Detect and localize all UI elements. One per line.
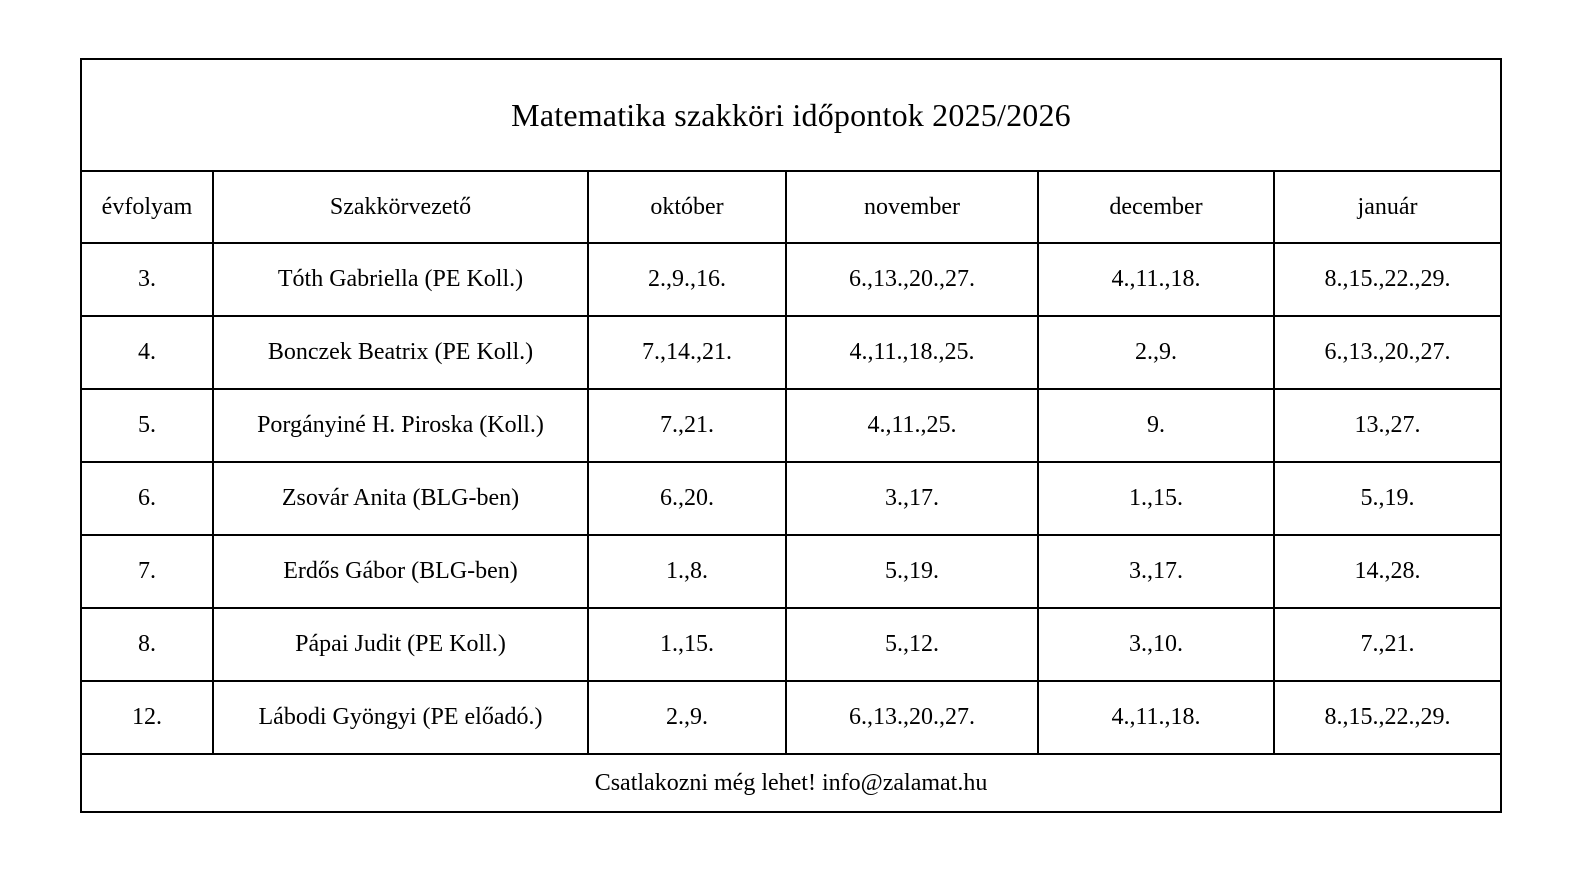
cell-january: 14.,28. [1274, 535, 1501, 608]
cell-october: 6.,20. [588, 462, 786, 535]
table-row [81, 389, 1501, 462]
column-header-october: október [588, 171, 786, 243]
cell-october: 1.,15. [588, 608, 786, 681]
cell-january: 8.,15.,22.,29. [1274, 243, 1501, 316]
cell-november: 5.,19. [786, 535, 1038, 608]
cell-grade: 12. [81, 681, 213, 754]
cell-grade: 4. [81, 316, 213, 389]
column-header-leader: Szakkörvezető [213, 171, 588, 243]
cell-grade: 8. [81, 608, 213, 681]
cell-leader: Pápai Judit (PE Koll.) [213, 608, 588, 681]
cell-leader: Tóth Gabriella (PE Koll.) [213, 243, 588, 316]
footer-note: Csatlakozni még lehet! info@zalamat.hu [81, 754, 1501, 812]
cell-grade: 3. [81, 243, 213, 316]
table-footer-row [81, 754, 1501, 812]
column-header-grade: évfolyam [81, 171, 213, 243]
cell-november: 5.,12. [786, 608, 1038, 681]
table-title-row [81, 59, 1501, 171]
cell-december: 3.,17. [1038, 535, 1274, 608]
cell-grade: 6. [81, 462, 213, 535]
table-row [81, 243, 1501, 316]
table-row [81, 608, 1501, 681]
cell-december: 2.,9. [1038, 316, 1274, 389]
cell-november: 6.,13.,20.,27. [786, 243, 1038, 316]
cell-october: 7.,14.,21. [588, 316, 786, 389]
column-header-january: január [1274, 171, 1501, 243]
cell-november: 4.,11.,25. [786, 389, 1038, 462]
cell-leader: Zsovár Anita (BLG-ben) [213, 462, 588, 535]
cell-december: 4.,11.,18. [1038, 243, 1274, 316]
table-header-row [81, 171, 1501, 243]
column-header-november: november [786, 171, 1038, 243]
cell-leader: Lábodi Gyöngyi (PE előadó.) [213, 681, 588, 754]
table-row [81, 316, 1501, 389]
cell-january: 8.,15.,22.,29. [1274, 681, 1501, 754]
cell-leader: Erdős Gábor (BLG-ben) [213, 535, 588, 608]
page-title: Matematika szakköri időpontok 2025/2026 [81, 59, 1501, 171]
cell-december: 1.,15. [1038, 462, 1274, 535]
cell-leader: Bonczek Beatrix (PE Koll.) [213, 316, 588, 389]
cell-december: 4.,11.,18. [1038, 681, 1274, 754]
cell-december: 3.,10. [1038, 608, 1274, 681]
cell-grade: 5. [81, 389, 213, 462]
cell-october: 2.,9.,16. [588, 243, 786, 316]
cell-october: 2.,9. [588, 681, 786, 754]
column-header-december: december [1038, 171, 1274, 243]
table-row [81, 535, 1501, 608]
cell-january: 5.,19. [1274, 462, 1501, 535]
cell-october: 1.,8. [588, 535, 786, 608]
cell-october: 7.,21. [588, 389, 786, 462]
cell-leader: Porgányiné H. Piroska (Koll.) [213, 389, 588, 462]
cell-november: 3.,17. [786, 462, 1038, 535]
table-row [81, 681, 1501, 754]
cell-january: 6.,13.,20.,27. [1274, 316, 1501, 389]
cell-december: 9. [1038, 389, 1274, 462]
schedule-table-container [80, 58, 1500, 813]
cell-grade: 7. [81, 535, 213, 608]
cell-november: 6.,13.,20.,27. [786, 681, 1038, 754]
table-row [81, 462, 1501, 535]
schedule-table [80, 58, 1502, 813]
cell-november: 4.,11.,18.,25. [786, 316, 1038, 389]
cell-january: 13.,27. [1274, 389, 1501, 462]
cell-january: 7.,21. [1274, 608, 1501, 681]
